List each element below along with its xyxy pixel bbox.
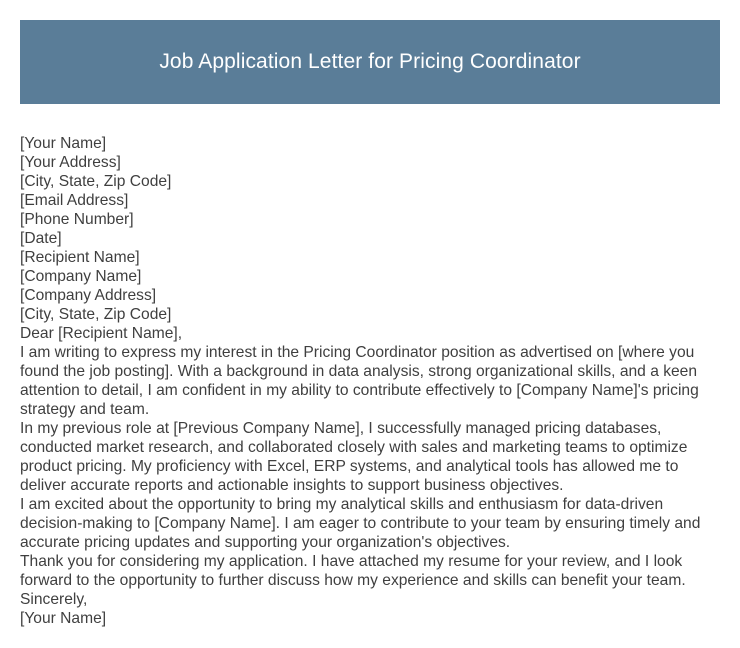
recipient-city-state-zip: [City, State, Zip Code] [20,306,172,323]
page-title: Job Application Letter for Pricing Coordinator [159,50,581,73]
sender-phone: [Phone Number] [20,211,134,228]
signature: [Your Name] [20,610,107,627]
letter-body [20,134,725,628]
sender-city-state-zip: [City, State, Zip Code] [20,173,172,190]
recipient-company-address: [Company Address] [20,287,157,304]
recipient-name: [Recipient Name] [20,249,140,266]
sender-name: [Your Name] [20,135,107,152]
sender-email: [Email Address] [20,192,129,209]
header-banner [20,20,720,104]
sender-address: [Your Address] [20,154,121,171]
paragraph-experience: In my previous role at [Previous Company Name], I successfully managed pricing databases, conducted market research, and collaborated closely with sales and marketing teams to optimize product pricing. My proficiency with Excel, ERP systems, and analytical tools has allowed me to deliver accurate reports and actionable insights to support business objectives. [20,420,688,494]
closing: Sincerely, [20,591,88,608]
paragraph-interest: I am writing to express my interest in the Pricing Coordinator position as advertised on [where you found the job posting]. With a background in data analysis, strong organizational skills, and a keen attention to detail, I am confident in my ability to contribute effectively to [Company Name]'s pricing strategy and team. [20,344,699,418]
paragraph-enthusiasm: I am excited about the opportunity to bring my analytical skills and enthusiasm for data-driven decision-making to [Company Name]. I am eager to contribute to your team by ensuring timely and accurate pricing updates and supporting your organization's objectives. [20,496,701,551]
letter-date: [Date] [20,230,62,247]
paragraph-thanks: Thank you for considering my application. I have attached my resume for your review, and I look forward to the opportunity to further discuss how my experience and skills can benefit your team. [20,553,686,589]
recipient-company: [Company Name] [20,268,142,285]
salutation: Dear [Recipient Name], [20,325,183,342]
